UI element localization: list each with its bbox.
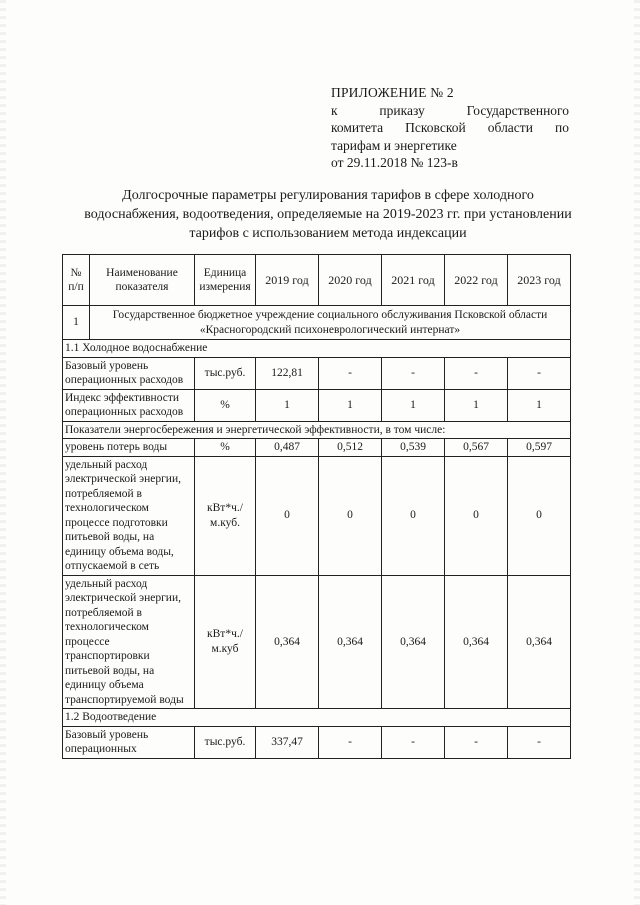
consumption-transport-2019: 0,364 [256,575,319,709]
appendix-line-2: комитета Псковской области по [331,120,569,135]
document-heading: Долгосрочные параметры регулирования тарифов в сфере холодного водоснабжения, водоотведения, определяемые на 2019-2023 гг. при установлении тарифов с использованием метода индексации [84,188,572,241]
page-edge-right [634,0,640,905]
consumption-transport-2022: 0,364 [445,575,508,709]
header-2020: 2020 год [319,255,382,306]
losses-2022: 0,567 [445,439,508,457]
table-row-org [63,306,571,340]
losses-2019: 0,487 [256,439,319,457]
consumption-prep-name: удельный расход электрической энергии, потребляемой в технологическом процессе подготовки питьевой воды, на единицу объема воды, отпускаемой в сеть [63,456,195,575]
appendix-line-4: от 29.11.2018 № 123-в [331,155,458,170]
header-name: Наименование показателя [90,255,195,306]
base-level-2021: - [382,357,445,389]
efficiency-2019: 1 [256,389,319,421]
base-level-2-unit: тыс.руб. [195,726,256,758]
section-water: 1.1 Холодное водоснабжение [63,340,571,358]
header-2023: 2023 год [508,255,571,306]
table-row-consumption-prep [63,456,571,575]
appendix-line-1: к приказу Государственного [331,102,569,118]
base-level-2-2019: 337,47 [256,726,319,758]
table-row-consumption-transport [63,575,571,709]
consumption-transport-2023: 0,364 [508,575,571,709]
consumption-transport-name: удельный расход электрической энергии, потребляемой в технологическом процессе транспортировки питьевой воды, на единицу объема транспортируемой воды [63,575,195,709]
base-level-2-2023: - [508,726,571,758]
appendix-title: ПРИЛОЖЕНИЕ № 2 [331,85,454,100]
page-edge-left [0,0,6,905]
consumption-prep-unit: кВт*ч./м.куб. [195,456,256,575]
base-level-2-2022: - [445,726,508,758]
table-row-base-level-2 [63,726,571,758]
consumption-prep-2022: 0 [445,456,508,575]
base-level-2-name: Базовый уровень операционных [63,726,195,758]
table-row-losses [63,439,571,457]
consumption-transport-2020: 0,364 [319,575,382,709]
efficiency-2023: 1 [508,389,571,421]
section-sewage: 1.2 Водоотведение [63,709,571,727]
consumption-transport-2021: 0,364 [382,575,445,709]
losses-2021: 0,539 [382,439,445,457]
base-level-2023: - [508,357,571,389]
efficiency-2020: 1 [319,389,382,421]
base-level-2020: - [319,357,382,389]
consumption-prep-2023: 0 [508,456,571,575]
section-row-energy [63,421,571,439]
consumption-prep-2019: 0 [256,456,319,575]
base-level-2019: 122,81 [256,357,319,389]
losses-2020: 0,512 [319,439,382,457]
section-row-sewage [63,709,571,727]
base-level-2-2021: - [382,726,445,758]
base-level-2022: - [445,357,508,389]
base-level-unit: тыс.руб. [195,357,256,389]
consumption-prep-2021: 0 [382,456,445,575]
header-unit: Единица измерения [195,255,256,306]
header-2019: 2019 год [256,255,319,306]
header-2021: 2021 год [382,255,445,306]
appendix-block [331,84,569,172]
header-num: № п/п [63,255,90,306]
efficiency-2021: 1 [382,389,445,421]
energy-section: Показатели энергосбережения и энергетической эффективности, в том числе: [63,421,571,439]
losses-name: уровень потерь воды [63,439,195,457]
efficiency-unit: % [195,389,256,421]
parameters-table [62,254,571,759]
org-num: 1 [63,306,90,340]
efficiency-2022: 1 [445,389,508,421]
section-row-water [63,340,571,358]
header-2022: 2022 год [445,255,508,306]
appendix-line-3: тарифам и энергетике [331,137,457,153]
consumption-transport-unit: кВт*ч./м.куб [195,575,256,709]
table-header-row [63,255,571,306]
base-level-name: Базовый уровень операционных расходов [63,357,195,389]
table-row-base-level [63,357,571,389]
consumption-prep-2020: 0 [319,456,382,575]
losses-unit: % [195,439,256,457]
table-row-efficiency [63,389,571,421]
losses-2023: 0,597 [508,439,571,457]
efficiency-name: Индекс эффективности операционных расходов [63,389,195,421]
org-name: Государственное бюджетное учреждение социального обслуживания Псковской области «Красногородский психоневрологический интернат» [90,306,571,340]
base-level-2-2020: - [319,726,382,758]
